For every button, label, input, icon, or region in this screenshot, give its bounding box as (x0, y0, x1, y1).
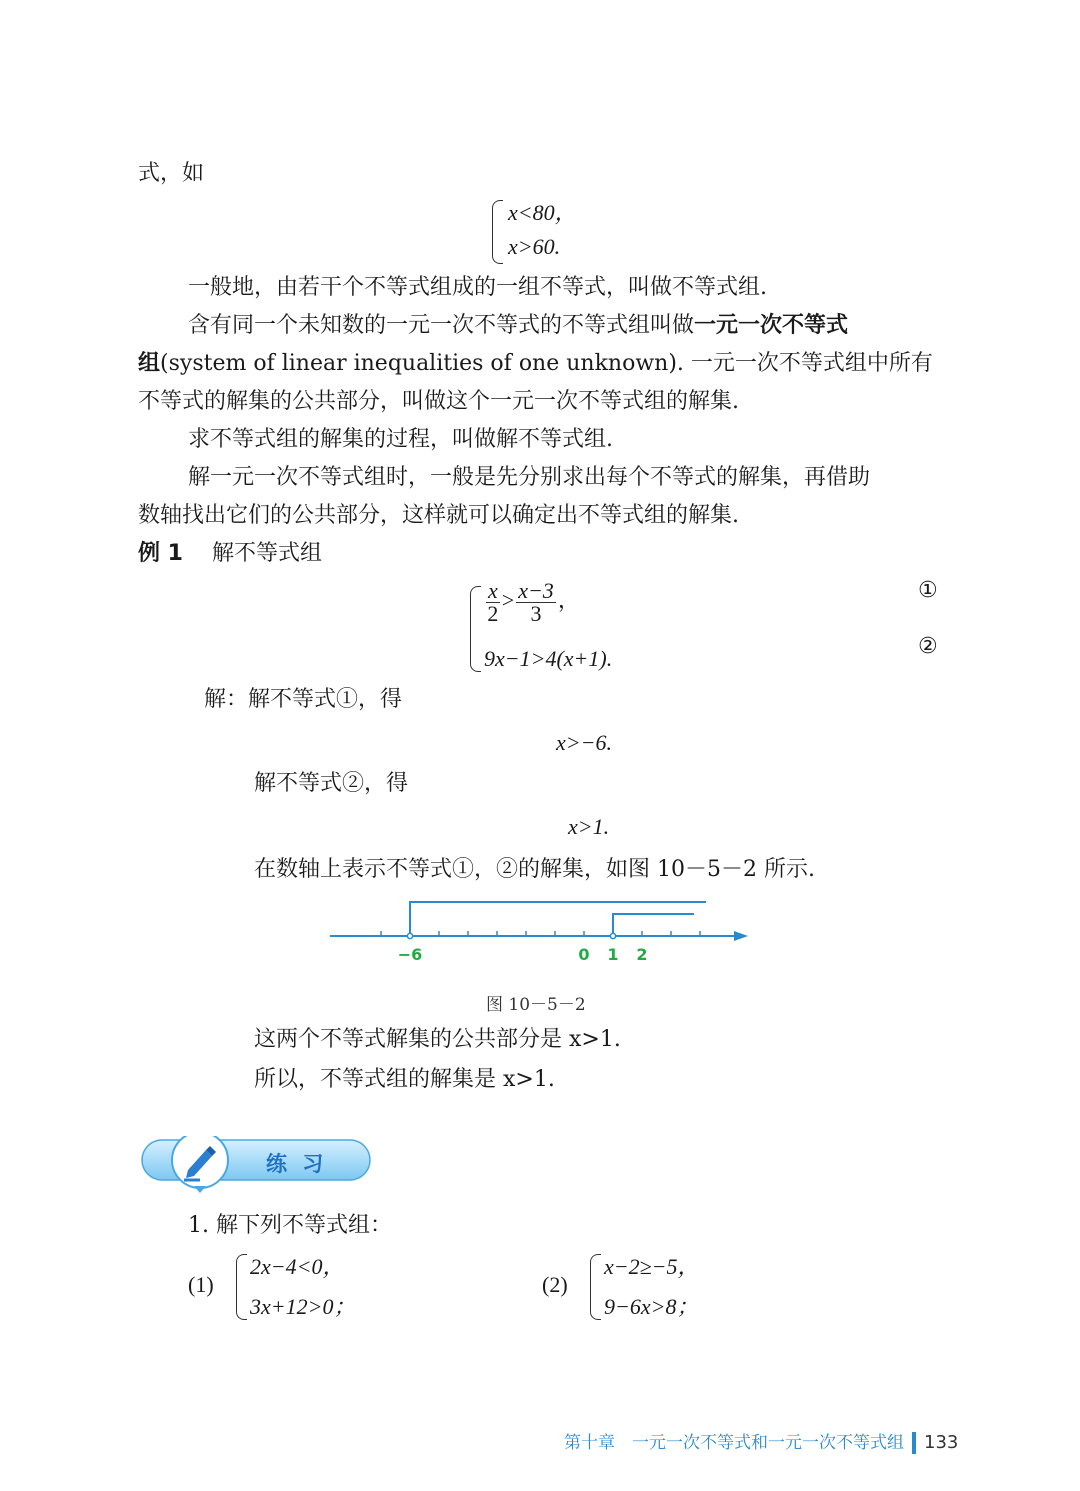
definition2-text: 含有同一个未知数的一元一次不等式的不等式组叫做 (188, 313, 695, 338)
example1-heading (138, 536, 322, 572)
figure-caption: 图 10－5－2 (486, 995, 586, 1015)
conclusion-2: 所以，不等式组的解集是 x>1. (254, 1067, 555, 1092)
example1-text: 解不等式组 (211, 541, 322, 566)
footer-chapter: 第十章 一元一次不等式和一元一次不等式组 (564, 1433, 904, 1453)
arrow-icon (734, 931, 748, 941)
solution-intro: 解：解不等式①，得 (204, 687, 403, 712)
practice-label: 练 习 (266, 1152, 328, 1176)
sys2-ineq-2: 9−6x>8； (604, 1294, 699, 1319)
defined-term: 一元一次不等式 (694, 313, 849, 338)
tick-label: 0 (578, 945, 590, 964)
method-line1: 解一元一次不等式组时，一般是先分别求出每个不等式的解集，再借助 (188, 465, 871, 490)
example-ineq-1: x<80， (508, 200, 577, 225)
open-point (407, 933, 412, 938)
conclusion-1: 这两个不等式解集的公共部分是 x>1. (254, 1027, 621, 1052)
solution-ray (613, 914, 694, 936)
sys1-ineq-2: 3x+12>0； (250, 1294, 356, 1319)
tick-label: −6 (397, 945, 423, 964)
page-number: 133 (924, 1432, 959, 1453)
example-ineq-2: x>60. (508, 234, 561, 259)
frac1-num: x (488, 578, 498, 603)
frac2-den: 3 (530, 601, 542, 626)
example1-system (470, 580, 730, 680)
brace-icon (492, 200, 503, 264)
tick-label: 2 (636, 945, 648, 964)
method-line2: 数轴找出它们的公共部分，这样就可以确定出不等式组的解集. (138, 503, 739, 528)
brace-icon (470, 586, 481, 672)
tag-1: ① (918, 578, 938, 603)
intro-text: 式，如 (138, 161, 205, 186)
pencil-icon (180, 1142, 220, 1182)
exercise-system-2 (590, 1250, 750, 1322)
solution-result-1: x>−6. (556, 730, 612, 755)
exercise-system-1 (236, 1250, 396, 1322)
solve-definition: 求不等式组的解集的过程，叫做解不等式组. (188, 427, 613, 452)
number-line-instruction: 在数轴上表示不等式①，②的解集，如图 10－5－2 所示. (254, 857, 815, 882)
solution-ray (410, 902, 706, 936)
frac2-num: x−3 (518, 578, 554, 603)
number-line-figure (328, 894, 768, 974)
open-point (610, 933, 615, 938)
definition2-line1 (188, 308, 848, 344)
page-footer (564, 1428, 958, 1454)
example1-ineq-1 (484, 580, 580, 625)
definition2-line3: 不等式的解集的公共部分，叫做这个一元一次不等式组的解集. (138, 389, 739, 414)
example1-label: 例 1 (138, 541, 183, 566)
solution-step-2: 解不等式②，得 (254, 771, 409, 796)
example-system (492, 196, 632, 268)
example1-ineq-2: 9x−1>4(x+1). (484, 646, 613, 671)
sys2-ineq-1: x−2≥−5， (604, 1254, 700, 1279)
sys1-label: (1) (188, 1272, 214, 1297)
brace-icon (236, 1254, 247, 1320)
ineq1-op: > (501, 587, 515, 613)
definition2-english: (system of linear inequalities of one unknown). 一元一次不等式组中所有 (160, 351, 933, 376)
solution-result-2: x>1. (568, 814, 610, 839)
definition2-line2 (138, 346, 933, 382)
ineq1-tail: ， (557, 587, 580, 613)
defined-term-end: 组 (138, 351, 161, 376)
footer-divider (912, 1432, 916, 1454)
practice-banner (140, 1140, 370, 1182)
tag-2: ② (918, 634, 938, 659)
frac1-den: 2 (487, 601, 499, 626)
exercise-question-1: 1. 解下列不等式组： (188, 1213, 392, 1238)
tick-label: 1 (607, 945, 619, 964)
definition-paragraph: 一般地，由若干个不等式组成的一组不等式，叫做不等式组. (188, 275, 767, 300)
brace-icon (590, 1254, 601, 1320)
sys1-ineq-1: 2x−4<0， (250, 1254, 345, 1279)
sys2-label: (2) (542, 1272, 568, 1297)
